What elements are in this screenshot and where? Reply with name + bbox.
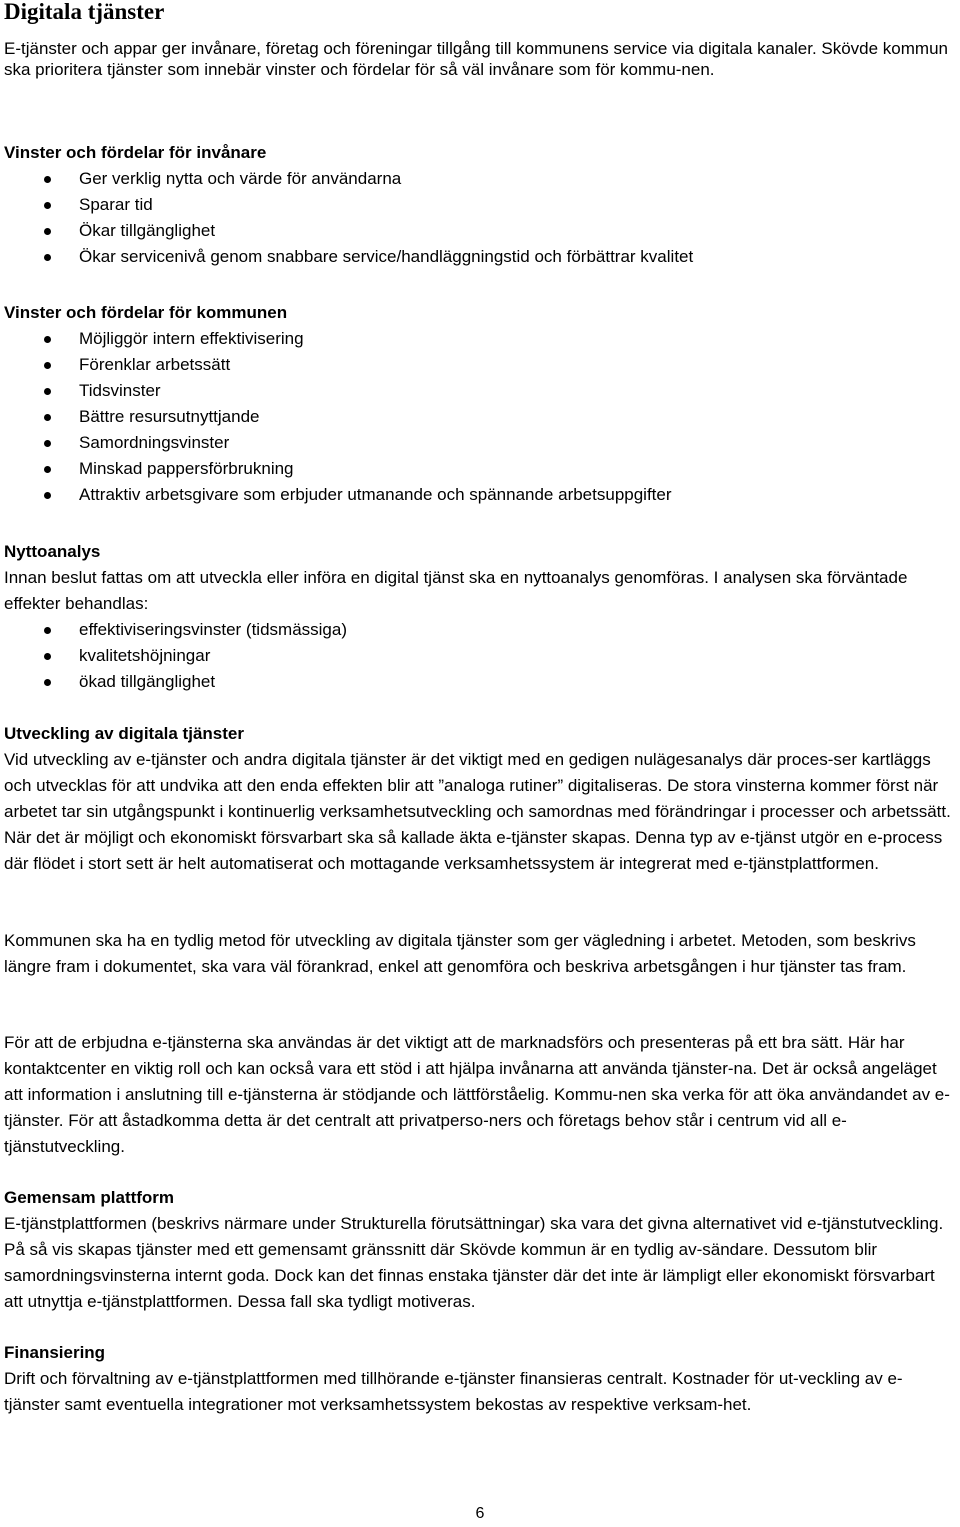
section-paragraph: Kommunen ska ha en tydlig metod för utveckling av digitala tjänster som ger vägledning i arbetet. Metoden, som beskrivs längre fram i dokumentet, ska vara väl förankrad, enkel att genomföra och beskriva arbetsgången i hur tjänster tas fram. (4, 931, 916, 976)
page-title: Digitala tjänster (4, 0, 165, 24)
list-item: Ger verklig nytta och värde för användarna (4, 166, 956, 192)
list-item: ökad tillgänglighet (4, 669, 956, 695)
section-text: E-tjänstplattformen (beskrivs närmare under Strukturella förutsättningar) ska vara det givna alternativet vid e-tjänstutveckling. På så vis skapas tjänster med ett gemensamt gränssnitt där Skövde kommun är en tydlig av-sändare. Dessutom blir samordningsvinsterna internt goda. Dock kan det finnas enstaka tjänster där det inte är lämpligt eller ekonomiskt försvarbart att utnyttja e-tjänstplattformen. Dessa fall ska tydligt motiveras. (4, 1214, 944, 1311)
section-text: Innan beslut fattas om att utveckla eller införa en digital tjänst ska en nyttoanalys genomföras. I analysen ska förväntade effekter behandlas: (4, 568, 908, 613)
list-item: kvalitetshöjningar (4, 643, 956, 669)
page-number: 6 (475, 1505, 485, 1522)
effect-list (4, 617, 956, 695)
list-item: Ökar tillgänglighet (4, 218, 956, 244)
section-paragraph: Vid utveckling av e-tjänster och andra digitala tjänster är det viktigt med en gedigen nulägesanalys där proces-ser kartläggs och utvecklas för att undvika att den enda effekten blir att ”analoga rutiner” digitaliseras. De stora vinsterna kommer först när arbetet tar sin utgångspunkt i kontinuerlig verksamhetsutveckling och samordnas med förändringar i processer och arbetssätt. När det är möjligt och ekonomiskt försvarbart ska så kallade äkta e-tjänster skapas. Denna typ av e-tjänst utgör en e-process där flödet i stort sett är helt automatiserat och mottagande verksamhetssystem är integrerat med e-tjänstplattformen. (4, 750, 951, 873)
section-paragraph: För att de erbjudna e-tjänsterna ska användas är det viktigt att de marknadsförs och presenteras på ett bra sätt. Här har kontaktcenter en viktig roll och kan också vara ett stöd i att hjälpa invånarna att använda tjänster-na. Det är också angeläget att information i anslutning till e-tjänsterna är stödjande och lättförståelig. Kommu-nen ska verka för att öka användandet av e-tjänster. För att åstadkomma detta är det centralt att privatperso-ners och företags behov står i centrum vid all e-tjänstutveckling. (4, 1033, 950, 1156)
list-item: Ökar servicenivå genom snabbare service/handläggningstid och förbättrar kvalitet (4, 244, 956, 270)
section-invanare (4, 140, 956, 270)
section-heading: Utveckling av digitala tjänster (4, 724, 244, 743)
section-plattform (4, 1185, 956, 1315)
list-item: effektiviseringsvinster (tidsmässiga) (4, 617, 956, 643)
section-heading: Vinster och fördelar för invånare (4, 143, 267, 162)
list-item: Tidsvinster (4, 378, 956, 404)
section-heading: Vinster och fördelar för kommunen (4, 303, 288, 322)
benefit-list (4, 326, 956, 508)
list-item: Minskad pappersförbrukning (4, 456, 956, 482)
list-item: Attraktiv arbetsgivare som erbjuder utmanande och spännande arbetsuppgifter (4, 482, 956, 508)
list-item: Samordningsvinster (4, 430, 956, 456)
section-heading: Finansiering (4, 1343, 106, 1362)
list-item: Sparar tid (4, 192, 956, 218)
section-nyttoanalys (4, 539, 956, 695)
intro-paragraph: E-tjänster och appar ger invånare, företag och föreningar tillgång till kommunens service via digitala kanaler. Skövde kommun ska prioritera tjänster som innebär vinster och fördelar för så väl invånare som för kommu-nen. (4, 39, 948, 79)
section-heading: Nyttoanalys (4, 542, 101, 561)
section-text: Drift och förvaltning av e-tjänstplattformen med tillhörande e-tjänster finansieras centralt. Kostnader för ut-veckling av e-tjänster samt eventuella integrationer mot verksamhetssystem bekostas av respektive verksam-het. (4, 1369, 903, 1414)
benefit-list (4, 166, 956, 270)
section-kommunen (4, 300, 956, 508)
list-item: Möjliggör intern effektivisering (4, 326, 956, 352)
list-item: Bättre resursutnyttjande (4, 404, 956, 430)
section-finansiering (4, 1340, 956, 1418)
list-item: Förenklar arbetssätt (4, 352, 956, 378)
section-heading: Gemensam plattform (4, 1188, 175, 1207)
section-utveckling (4, 721, 956, 877)
